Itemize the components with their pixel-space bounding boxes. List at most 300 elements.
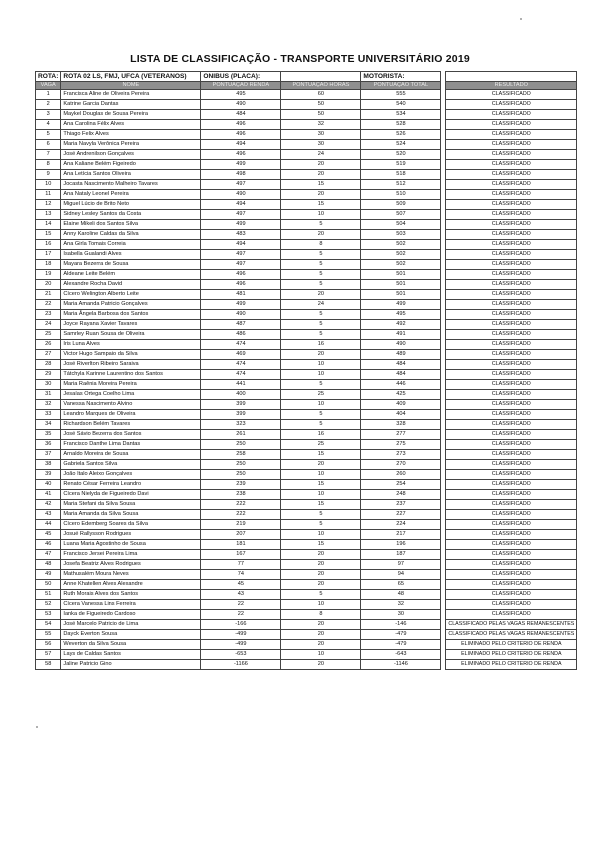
renda-cell: 181 bbox=[201, 540, 281, 550]
total-cell: 328 bbox=[361, 420, 441, 430]
horas-cell: 25 bbox=[281, 390, 361, 400]
resultado-cell: CLASSIFICADO bbox=[446, 610, 577, 620]
horas-cell: 5 bbox=[281, 330, 361, 340]
vaga-cell: 29 bbox=[36, 370, 61, 380]
renda-cell: 250 bbox=[201, 440, 281, 450]
nome-cell: Victor Hugo Sampaio da Silva bbox=[61, 350, 201, 360]
total-cell: -1146 bbox=[361, 660, 441, 670]
resultado-cell: CLASSIFICADO bbox=[446, 550, 577, 560]
total-cell: 507 bbox=[361, 210, 441, 220]
table-row bbox=[36, 150, 577, 160]
nome-cell: Maria Raênia Moreira Pereira bbox=[61, 380, 201, 390]
nome-cell: Anny Karoline Caldas da Silva bbox=[61, 230, 201, 240]
nome-cell: Katrine Garcia Dantas bbox=[61, 100, 201, 110]
column-header-row bbox=[36, 82, 577, 90]
vaga-cell: 50 bbox=[36, 580, 61, 590]
nome-cell: Ruth Morais Alves dos Santos bbox=[61, 590, 201, 600]
table-row bbox=[36, 610, 577, 620]
table-row bbox=[36, 560, 577, 570]
resultado-cell: CLASSIFICADO bbox=[446, 240, 577, 250]
horas-cell: 24 bbox=[281, 300, 361, 310]
horas-cell: 30 bbox=[281, 130, 361, 140]
resultado-cell: CLASSIFICADO bbox=[446, 310, 577, 320]
resultado-cell: CLASSIFICADO bbox=[446, 560, 577, 570]
resultado-cell: CLASSIFICADO bbox=[446, 480, 577, 490]
renda-cell: 399 bbox=[201, 400, 281, 410]
total-cell: 512 bbox=[361, 180, 441, 190]
nome-cell: Cícero Edemberg Soares da Silva bbox=[61, 520, 201, 530]
table-row bbox=[36, 420, 577, 430]
scan-speck bbox=[36, 726, 38, 728]
table-row bbox=[36, 170, 577, 180]
table-row bbox=[36, 360, 577, 370]
table-row bbox=[36, 280, 577, 290]
total-cell: 503 bbox=[361, 230, 441, 240]
resultado-cell: CLASSIFICADO bbox=[446, 90, 577, 100]
total-cell: -479 bbox=[361, 640, 441, 650]
renda-cell: 497 bbox=[201, 260, 281, 270]
nome-cell: Ianka de Figueiredo Cardoso bbox=[61, 610, 201, 620]
nome-cell: Tátchyla Karinne Laurentino dos Santos bbox=[61, 370, 201, 380]
horas-cell: 10 bbox=[281, 360, 361, 370]
horas-cell: 15 bbox=[281, 450, 361, 460]
vaga-cell: 52 bbox=[36, 600, 61, 610]
total-cell: 501 bbox=[361, 290, 441, 300]
resultado-cell: CLASSIFICADO bbox=[446, 120, 577, 130]
table-row bbox=[36, 660, 577, 670]
vaga-cell: 35 bbox=[36, 430, 61, 440]
vaga-cell: 25 bbox=[36, 330, 61, 340]
renda-cell: 167 bbox=[201, 550, 281, 560]
total-cell: 528 bbox=[361, 120, 441, 130]
renda-cell: 239 bbox=[201, 480, 281, 490]
col-total-header: PONTUAÇÃO TOTAL bbox=[361, 82, 441, 90]
vaga-cell: 19 bbox=[36, 270, 61, 280]
table-row bbox=[36, 510, 577, 520]
nome-cell: Iris Luna Alves bbox=[61, 340, 201, 350]
renda-cell: 74 bbox=[201, 570, 281, 580]
resultado-cell: CLASSIFICADO bbox=[446, 600, 577, 610]
renda-cell: 490 bbox=[201, 190, 281, 200]
resultado-cell: CLASSIFICADO bbox=[446, 400, 577, 410]
horas-cell: 5 bbox=[281, 380, 361, 390]
vaga-cell: 49 bbox=[36, 570, 61, 580]
renda-cell: 77 bbox=[201, 560, 281, 570]
total-cell: 555 bbox=[361, 90, 441, 100]
renda-cell: 494 bbox=[201, 240, 281, 250]
total-cell: 30 bbox=[361, 610, 441, 620]
total-cell: 277 bbox=[361, 430, 441, 440]
renda-cell: 494 bbox=[201, 140, 281, 150]
total-cell: 502 bbox=[361, 260, 441, 270]
nome-cell: Josefa Beatriz Alves Rodrigues bbox=[61, 560, 201, 570]
vaga-cell: 45 bbox=[36, 530, 61, 540]
vaga-cell: 24 bbox=[36, 320, 61, 330]
classification-table-body bbox=[36, 72, 577, 670]
total-cell: -146 bbox=[361, 620, 441, 630]
table-row bbox=[36, 550, 577, 560]
renda-cell: 499 bbox=[201, 160, 281, 170]
renda-cell: 43 bbox=[201, 590, 281, 600]
total-cell: 237 bbox=[361, 500, 441, 510]
table-row bbox=[36, 180, 577, 190]
nome-cell: Mayara Bezerra de Sousa bbox=[61, 260, 201, 270]
nome-cell: Dayck Everton Sousa bbox=[61, 630, 201, 640]
route-header-row bbox=[36, 72, 577, 82]
horas-cell: 60 bbox=[281, 90, 361, 100]
total-cell: 409 bbox=[361, 400, 441, 410]
nome-cell: Jesaías Ortega Coelho Lima bbox=[61, 390, 201, 400]
total-cell: 94 bbox=[361, 570, 441, 580]
resultado-cell: CLASSIFICADO bbox=[446, 520, 577, 530]
nome-cell: Francisco Danthe Lima Dantas bbox=[61, 440, 201, 450]
renda-cell: 207 bbox=[201, 530, 281, 540]
vaga-cell: 54 bbox=[36, 620, 61, 630]
table-row bbox=[36, 270, 577, 280]
nome-cell: Cícera Vanessa Lins Ferreira bbox=[61, 600, 201, 610]
renda-cell: 22 bbox=[201, 610, 281, 620]
table-row bbox=[36, 100, 577, 110]
total-cell: 510 bbox=[361, 190, 441, 200]
resultado-cell: CLASSIFICADO bbox=[446, 260, 577, 270]
nome-cell: Ana Nataly Leonel Pereira bbox=[61, 190, 201, 200]
nome-cell: José Riverlton Ribeiro Saraiva bbox=[61, 360, 201, 370]
renda-cell: 441 bbox=[201, 380, 281, 390]
renda-cell: 261 bbox=[201, 430, 281, 440]
total-cell: 489 bbox=[361, 350, 441, 360]
vaga-cell: 21 bbox=[36, 290, 61, 300]
total-cell: 275 bbox=[361, 440, 441, 450]
vaga-cell: 33 bbox=[36, 410, 61, 420]
horas-cell: 15 bbox=[281, 180, 361, 190]
renda-cell: 496 bbox=[201, 280, 281, 290]
vaga-cell: 10 bbox=[36, 180, 61, 190]
total-cell: 492 bbox=[361, 320, 441, 330]
table-row bbox=[36, 590, 577, 600]
nome-cell: Leandro Marques de Oliveira bbox=[61, 410, 201, 420]
total-cell: 491 bbox=[361, 330, 441, 340]
vaga-cell: 30 bbox=[36, 380, 61, 390]
nome-cell: Maria Amanda Patricio Gonçalves bbox=[61, 300, 201, 310]
horas-cell: 20 bbox=[281, 190, 361, 200]
renda-cell: 399 bbox=[201, 410, 281, 420]
resultado-cell: CLASSIFICADO bbox=[446, 330, 577, 340]
horas-cell: 15 bbox=[281, 540, 361, 550]
renda-cell: -1166 bbox=[201, 660, 281, 670]
vaga-cell: 47 bbox=[36, 550, 61, 560]
total-cell: 499 bbox=[361, 300, 441, 310]
resultado-cell: CLASSIFICADO bbox=[446, 530, 577, 540]
horas-cell: 20 bbox=[281, 580, 361, 590]
vaga-cell: 6 bbox=[36, 140, 61, 150]
table-row bbox=[36, 520, 577, 530]
vaga-cell: 56 bbox=[36, 640, 61, 650]
horas-cell: 15 bbox=[281, 200, 361, 210]
horas-cell: 10 bbox=[281, 210, 361, 220]
total-cell: 518 bbox=[361, 170, 441, 180]
vaga-cell: 41 bbox=[36, 490, 61, 500]
horas-cell: 10 bbox=[281, 600, 361, 610]
total-cell: 254 bbox=[361, 480, 441, 490]
col-horas-header: PONTUAÇÃO HORAS bbox=[281, 82, 361, 90]
table-row bbox=[36, 140, 577, 150]
nome-cell: Ana Kaliane Belém Figeiredo bbox=[61, 160, 201, 170]
resultado-cell: CLASSIFICADO bbox=[446, 340, 577, 350]
table-row bbox=[36, 120, 577, 130]
renda-cell: 400 bbox=[201, 390, 281, 400]
renda-cell: 250 bbox=[201, 460, 281, 470]
vaga-cell: 7 bbox=[36, 150, 61, 160]
vaga-cell: 20 bbox=[36, 280, 61, 290]
horas-cell: 5 bbox=[281, 280, 361, 290]
table-row bbox=[36, 230, 577, 240]
horas-cell: 5 bbox=[281, 420, 361, 430]
total-cell: 260 bbox=[361, 470, 441, 480]
total-cell: 273 bbox=[361, 450, 441, 460]
total-cell: 404 bbox=[361, 410, 441, 420]
table-row bbox=[36, 390, 577, 400]
resultado-cell: CLASSIFICADO bbox=[446, 180, 577, 190]
horas-cell: 5 bbox=[281, 310, 361, 320]
horas-cell: 20 bbox=[281, 660, 361, 670]
total-cell: 509 bbox=[361, 200, 441, 210]
renda-cell: 486 bbox=[201, 330, 281, 340]
vaga-cell: 8 bbox=[36, 160, 61, 170]
nome-cell: Aldeane Leite Belém bbox=[61, 270, 201, 280]
horas-cell: 15 bbox=[281, 480, 361, 490]
resultado-cell: CLASSIFICADO bbox=[446, 470, 577, 480]
table-row bbox=[36, 190, 577, 200]
nome-cell: Miguel Lúcio de Brito Neto bbox=[61, 200, 201, 210]
renda-cell: 499 bbox=[201, 300, 281, 310]
vaga-cell: 2 bbox=[36, 100, 61, 110]
renda-cell: 481 bbox=[201, 290, 281, 300]
horas-cell: 5 bbox=[281, 270, 361, 280]
horas-cell: 20 bbox=[281, 630, 361, 640]
resultado-cell: CLASSIFICADO bbox=[446, 130, 577, 140]
total-cell: 446 bbox=[361, 380, 441, 390]
renda-cell: -653 bbox=[201, 650, 281, 660]
total-cell: 270 bbox=[361, 460, 441, 470]
vaga-cell: 53 bbox=[36, 610, 61, 620]
vaga-cell: 16 bbox=[36, 240, 61, 250]
resultado-cell: ELIMINADO PELO CRITERIO DE RENDA bbox=[446, 650, 577, 660]
vaga-cell: 40 bbox=[36, 480, 61, 490]
renda-cell: 499 bbox=[201, 220, 281, 230]
horas-cell: 5 bbox=[281, 520, 361, 530]
renda-cell: 323 bbox=[201, 420, 281, 430]
vaga-cell: 18 bbox=[36, 260, 61, 270]
resultado-cell: ELIMINADO PELO CRITERIO DE RENDA bbox=[446, 660, 577, 670]
renda-cell: 258 bbox=[201, 450, 281, 460]
vaga-cell: 44 bbox=[36, 520, 61, 530]
motorista-value bbox=[446, 72, 577, 82]
classification-table bbox=[35, 71, 577, 670]
vaga-cell: 27 bbox=[36, 350, 61, 360]
resultado-cell: CLASSIFICADO bbox=[446, 210, 577, 220]
horas-cell: 8 bbox=[281, 240, 361, 250]
document-title: LISTA DE CLASSIFICAÇÃO - TRANSPORTE UNIVERSITÁRIO 2019 bbox=[130, 53, 470, 65]
nome-cell: Elaine Mikeli dos Santos Silva bbox=[61, 220, 201, 230]
vaga-cell: 32 bbox=[36, 400, 61, 410]
resultado-cell: CLASSIFICADO bbox=[446, 280, 577, 290]
renda-cell: 496 bbox=[201, 130, 281, 140]
renda-cell: 496 bbox=[201, 150, 281, 160]
resultado-cell: CLASSIFICADO bbox=[446, 100, 577, 110]
vaga-cell: 31 bbox=[36, 390, 61, 400]
total-cell: 484 bbox=[361, 370, 441, 380]
nome-cell: Joyce Rayana Xavier Tavares bbox=[61, 320, 201, 330]
resultado-cell: CLASSIFICADO bbox=[446, 500, 577, 510]
resultado-cell: CLASSIFICADO PELAS VAGAS REMANESCENTES bbox=[446, 630, 577, 640]
total-cell: 504 bbox=[361, 220, 441, 230]
vaga-cell: 23 bbox=[36, 310, 61, 320]
renda-cell: 490 bbox=[201, 310, 281, 320]
vaga-cell: 12 bbox=[36, 200, 61, 210]
horas-cell: 20 bbox=[281, 550, 361, 560]
renda-cell: -166 bbox=[201, 620, 281, 630]
resultado-cell: CLASSIFICADO bbox=[446, 170, 577, 180]
nome-cell: Cícera Nielyda de Figueiredo Davi bbox=[61, 490, 201, 500]
rota-label: ROTA: bbox=[36, 72, 61, 82]
resultado-cell: CLASSIFICADO bbox=[446, 460, 577, 470]
table-row bbox=[36, 380, 577, 390]
vaga-cell: 15 bbox=[36, 230, 61, 240]
renda-cell: 474 bbox=[201, 370, 281, 380]
vaga-cell: 38 bbox=[36, 460, 61, 470]
renda-cell: 474 bbox=[201, 340, 281, 350]
resultado-cell: CLASSIFICADO bbox=[446, 150, 577, 160]
resultado-cell: CLASSIFICADO bbox=[446, 410, 577, 420]
table-row bbox=[36, 200, 577, 210]
vaga-cell: 22 bbox=[36, 300, 61, 310]
vaga-cell: 4 bbox=[36, 120, 61, 130]
horas-cell: 10 bbox=[281, 370, 361, 380]
rota-value: ROTA 02 LS, FMJ, UFCA (VETERANOS) bbox=[61, 72, 201, 82]
total-cell: 519 bbox=[361, 160, 441, 170]
nome-cell: Cícero Welington Alberto Leite bbox=[61, 290, 201, 300]
total-cell: 490 bbox=[361, 340, 441, 350]
horas-cell: 30 bbox=[281, 140, 361, 150]
vaga-cell: 37 bbox=[36, 450, 61, 460]
total-cell: 224 bbox=[361, 520, 441, 530]
total-cell: 540 bbox=[361, 100, 441, 110]
table-row bbox=[36, 300, 577, 310]
resultado-cell: CLASSIFICADO bbox=[446, 300, 577, 310]
horas-cell: 50 bbox=[281, 100, 361, 110]
total-cell: 196 bbox=[361, 540, 441, 550]
resultado-cell: CLASSIFICADO bbox=[446, 140, 577, 150]
total-cell: 520 bbox=[361, 150, 441, 160]
renda-cell: 484 bbox=[201, 110, 281, 120]
table-row bbox=[36, 320, 577, 330]
table-row bbox=[36, 160, 577, 170]
vaga-cell: 5 bbox=[36, 130, 61, 140]
renda-cell: 498 bbox=[201, 170, 281, 180]
renda-cell: 496 bbox=[201, 120, 281, 130]
table-row bbox=[36, 570, 577, 580]
horas-cell: 16 bbox=[281, 340, 361, 350]
resultado-cell: CLASSIFICADO bbox=[446, 230, 577, 240]
nome-cell: Ana Girla Tomais Correia bbox=[61, 240, 201, 250]
nome-cell: Samrley Ruan Sousa de Oliveira bbox=[61, 330, 201, 340]
scan-speck bbox=[520, 18, 522, 20]
nome-cell: Francisca Aline de Oliveira Pereira bbox=[61, 90, 201, 100]
resultado-cell: CLASSIFICADO bbox=[446, 510, 577, 520]
col-renda-header: PONTUAÇÃO RENDA bbox=[201, 82, 281, 90]
horas-cell: 20 bbox=[281, 230, 361, 240]
nome-cell: Maria Ângela Barbosa dos Santos bbox=[61, 310, 201, 320]
total-cell: 425 bbox=[361, 390, 441, 400]
renda-cell: 238 bbox=[201, 490, 281, 500]
horas-cell: 5 bbox=[281, 250, 361, 260]
horas-cell: 8 bbox=[281, 610, 361, 620]
resultado-cell: CLASSIFICADO bbox=[446, 270, 577, 280]
nome-cell: João Italo Aleixo Gonçalves bbox=[61, 470, 201, 480]
renda-cell: 474 bbox=[201, 360, 281, 370]
total-cell: 48 bbox=[361, 590, 441, 600]
resultado-cell: CLASSIFICADO bbox=[446, 490, 577, 500]
horas-cell: 32 bbox=[281, 120, 361, 130]
nome-cell: José Andrenilson Gonçalves bbox=[61, 150, 201, 160]
resultado-cell: CLASSIFICADO bbox=[446, 220, 577, 230]
table-row bbox=[36, 350, 577, 360]
table-row bbox=[36, 540, 577, 550]
vaga-cell: 34 bbox=[36, 420, 61, 430]
vaga-cell: 39 bbox=[36, 470, 61, 480]
renda-cell: 496 bbox=[201, 270, 281, 280]
vaga-cell: 17 bbox=[36, 250, 61, 260]
nome-cell: Maria Navyla Verônica Pereira bbox=[61, 140, 201, 150]
vaga-cell: 14 bbox=[36, 220, 61, 230]
total-cell: 501 bbox=[361, 270, 441, 280]
table-row bbox=[36, 530, 577, 540]
horas-cell: 5 bbox=[281, 320, 361, 330]
renda-cell: 490 bbox=[201, 100, 281, 110]
table-row bbox=[36, 290, 577, 300]
nome-cell: Mathusalém Moura Neves bbox=[61, 570, 201, 580]
nome-cell: Richardson Belém Tavares bbox=[61, 420, 201, 430]
table-row bbox=[36, 630, 577, 640]
total-cell: 526 bbox=[361, 130, 441, 140]
renda-cell: 494 bbox=[201, 200, 281, 210]
resultado-cell: ELIMINADO PELO CRITERIO DE RENDA bbox=[446, 640, 577, 650]
nome-cell: Maria Stefani da Silva Sousa bbox=[61, 500, 201, 510]
resultado-cell: CLASSIFICADO bbox=[446, 370, 577, 380]
nome-cell: Sidney Lesley Santos da Costa bbox=[61, 210, 201, 220]
total-cell: 502 bbox=[361, 250, 441, 260]
table-row bbox=[36, 480, 577, 490]
total-cell: 484 bbox=[361, 360, 441, 370]
resultado-cell: CLASSIFICADO bbox=[446, 110, 577, 120]
horas-cell: 20 bbox=[281, 350, 361, 360]
vaga-cell: 51 bbox=[36, 590, 61, 600]
table-row bbox=[36, 130, 577, 140]
table-row bbox=[36, 240, 577, 250]
renda-cell: 22 bbox=[201, 600, 281, 610]
horas-cell: 20 bbox=[281, 170, 361, 180]
total-cell: 227 bbox=[361, 510, 441, 520]
resultado-cell: CLASSIFICADO bbox=[446, 590, 577, 600]
horas-cell: 10 bbox=[281, 650, 361, 660]
nome-cell: Anne Khatellen Alves Alexandre bbox=[61, 580, 201, 590]
resultado-cell: CLASSIFICADO bbox=[446, 390, 577, 400]
horas-cell: 10 bbox=[281, 470, 361, 480]
vaga-cell: 36 bbox=[36, 440, 61, 450]
nome-cell: Jaline Patricio Gino bbox=[61, 660, 201, 670]
total-cell: 248 bbox=[361, 490, 441, 500]
resultado-cell: CLASSIFICADO bbox=[446, 350, 577, 360]
